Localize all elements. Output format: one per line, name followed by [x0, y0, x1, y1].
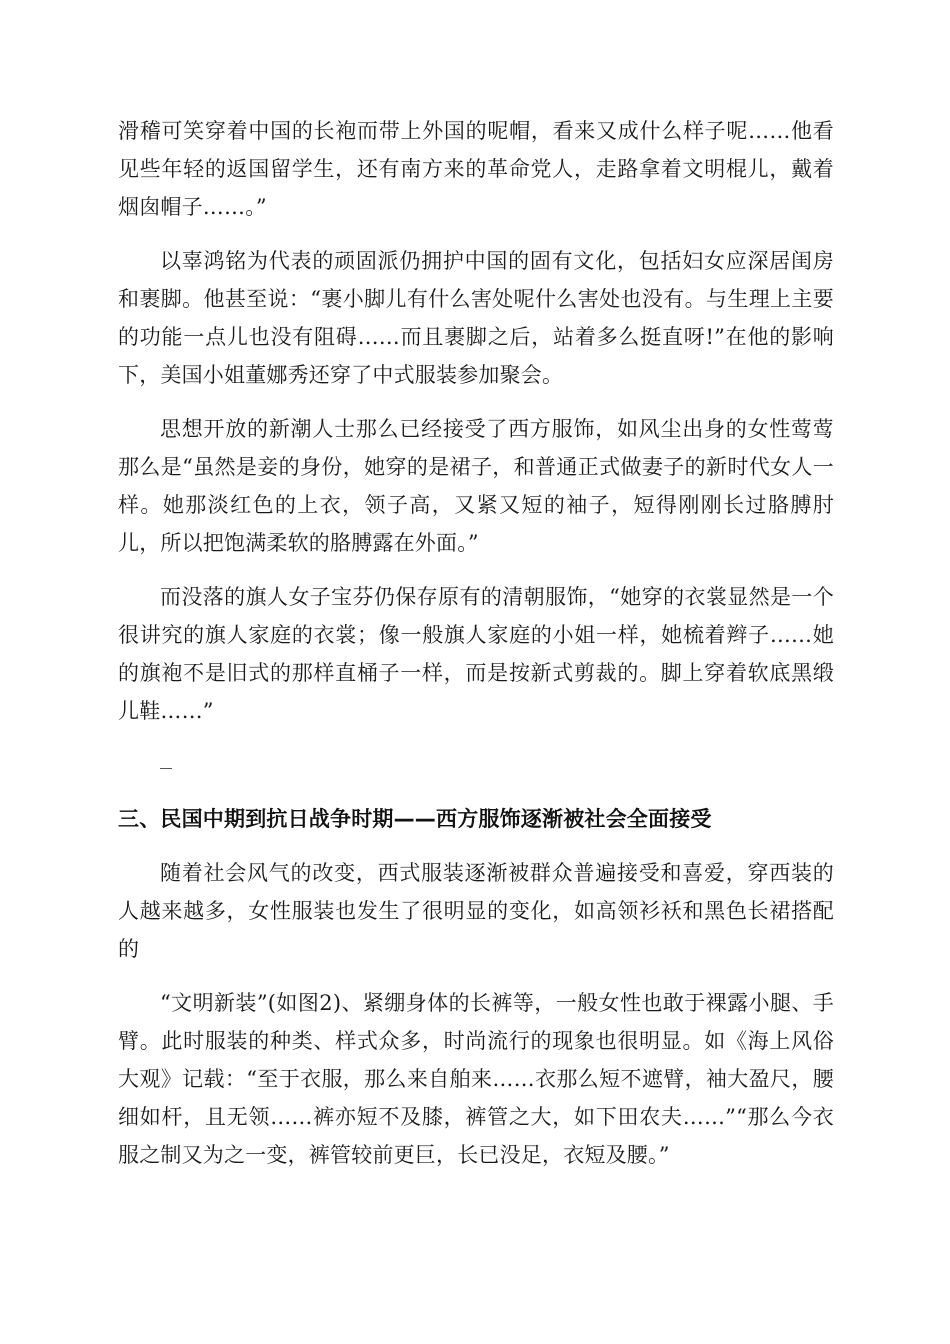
paragraph-1: 滑稽可笑穿着中国的长袍而带上外国的呢帽，看来又成什么样子呢……他看见些年轻的返国留学生，还有南方来的革命党人，走路拿着文明棍儿，戴着烟囱帽子……。” [118, 119, 834, 219]
paragraph-block-5 [118, 854, 834, 968]
separator-mark [160, 768, 172, 769]
section-heading: 三、民国中期到抗日战争时期——西方服饰逐渐被社会全面接受 [118, 807, 712, 831]
paragraph-2: 以辜鸿铭为代表的顽固派仍拥护中国的固有文化，包括妇女应深居闺房和裹脚。他甚至说：“裹小脚儿有什么害处呢什么害处也没有。与生理上主要的功能一点儿也没有阻碍……而且裹脚之后，站着多么挺直呀!”在他的影响下，美国小姐董娜秀还穿了中式服装参加聚会。 [118, 249, 834, 387]
paragraph-block-4 [118, 578, 834, 730]
paragraph-3: 思想开放的新潮人士那么已经接受了西方服饰，如风尘出身的女性莺莺那么是“虽然是妾的身份，她穿的是裙子，和普通正式做妻子的新时代女人一样。她那淡红色的上衣，领子高，又紧又短的袖子，短得刚刚长过胳膊肘儿，所以把饱满柔软的胳膊露在外面。” [118, 417, 834, 555]
paragraph-block-2 [118, 242, 834, 394]
paragraph-5: 随着社会风气的改变，西式服装逐渐被群众普遍接受和喜爱，穿西装的人越来越多，女性服装也发生了很明显的变化，如高领衫袄和黑色长裙搭配的 [118, 861, 834, 961]
section-heading-block [118, 800, 834, 838]
paragraph-6: “文明新装”(如图2)、紧绷身体的长裤等，一般女性也敢于裸露小腿、手臂。此时服装的种类、样式众多，时尚流行的现象也很明显。如《海上风俗大观》记载：“至于衣服，那么来自舶来……衣那么短不遮臂，袖大盈尺，腰细如杆，且无领……裤亦短不及膝，裤管之大，如下田农夫……”“那么今衣服之制又为之一变，裤管较前更巨，长已没足，衣短及腰。” [118, 991, 834, 1167]
paragraph-4: 而没落的旗人女子宝芬仍保存原有的清朝服饰，“她穿的衣裳显然是一个很讲究的旗人家庭的衣裳；像一般旗人家庭的小姐一样，她梳着辫子……她的旗袍不是旧式的那样直桶子一样，而是按新式剪裁的。脚上穿着软底黑缎儿鞋……” [118, 585, 834, 723]
paragraph-block-3 [118, 410, 834, 562]
paragraph-continuation [118, 112, 834, 226]
paragraph-block-6 [118, 984, 834, 1174]
